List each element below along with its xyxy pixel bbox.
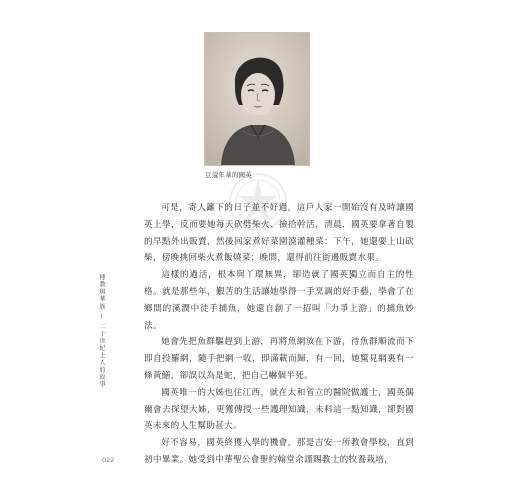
paragraph: 好不容易，國英終獲入學的機會，那是吉安一所教會學校，直到初中畢業。她受到中華聖公會聖約翰堂余謹賜教士的牧養栽培， bbox=[144, 438, 414, 465]
paragraph: 這樣的過活，根本與丫環無異，卻造就了國英獨立而自主的性格。就是那些年，艱苦的生活讓她學得一手烹調的好手藝，學會了在鄉間的溪潤中徒手捕魚，她還自創了一招叫「力爭上游」的捕魚妙法。 bbox=[144, 270, 414, 331]
paragraph: 可是，寄人籬下的日子並不好過，這戶人家一開始沒有及時讓國英上學，反而要她每天砍劈柴火、撿拾幹活，清晨，國英要拿著自製的早點外出販賣，然後回家煮好菜園澆灌種菜：下午，她還要上山砍柴，傍晚挑回柴火煮飯燒菜；晚間，還得前往街邊販賣水果。 bbox=[144, 203, 414, 264]
paragraph: 她會先把魚群驅趕到上游，再將魚網放在下游，待魚群順流而下即自投羅網，隨手把網一收，即滿載而歸，有一回，她驚見網裏有一條黃鱔，卻誤以為是蛇，把自己嚇個半死。 bbox=[144, 337, 414, 381]
running-side-title: 傳教與華族 — 二十世紀上人的故事 bbox=[98, 274, 105, 388]
portrait-photo bbox=[205, 33, 309, 165]
photo-caption: 豆蔻年華的國英 bbox=[205, 171, 252, 179]
portrait-image bbox=[205, 33, 309, 165]
paragraph: 國英唯一的大姊也住江西，就在太和省立的醫院做護士，國英偶爾會去探望大姊，更獲傳授一些護理知識，未料這一點知識，卻對國英未來的人生幫助甚大。 bbox=[144, 387, 414, 432]
body-text bbox=[144, 200, 414, 469]
page-number: 022 bbox=[102, 456, 115, 464]
